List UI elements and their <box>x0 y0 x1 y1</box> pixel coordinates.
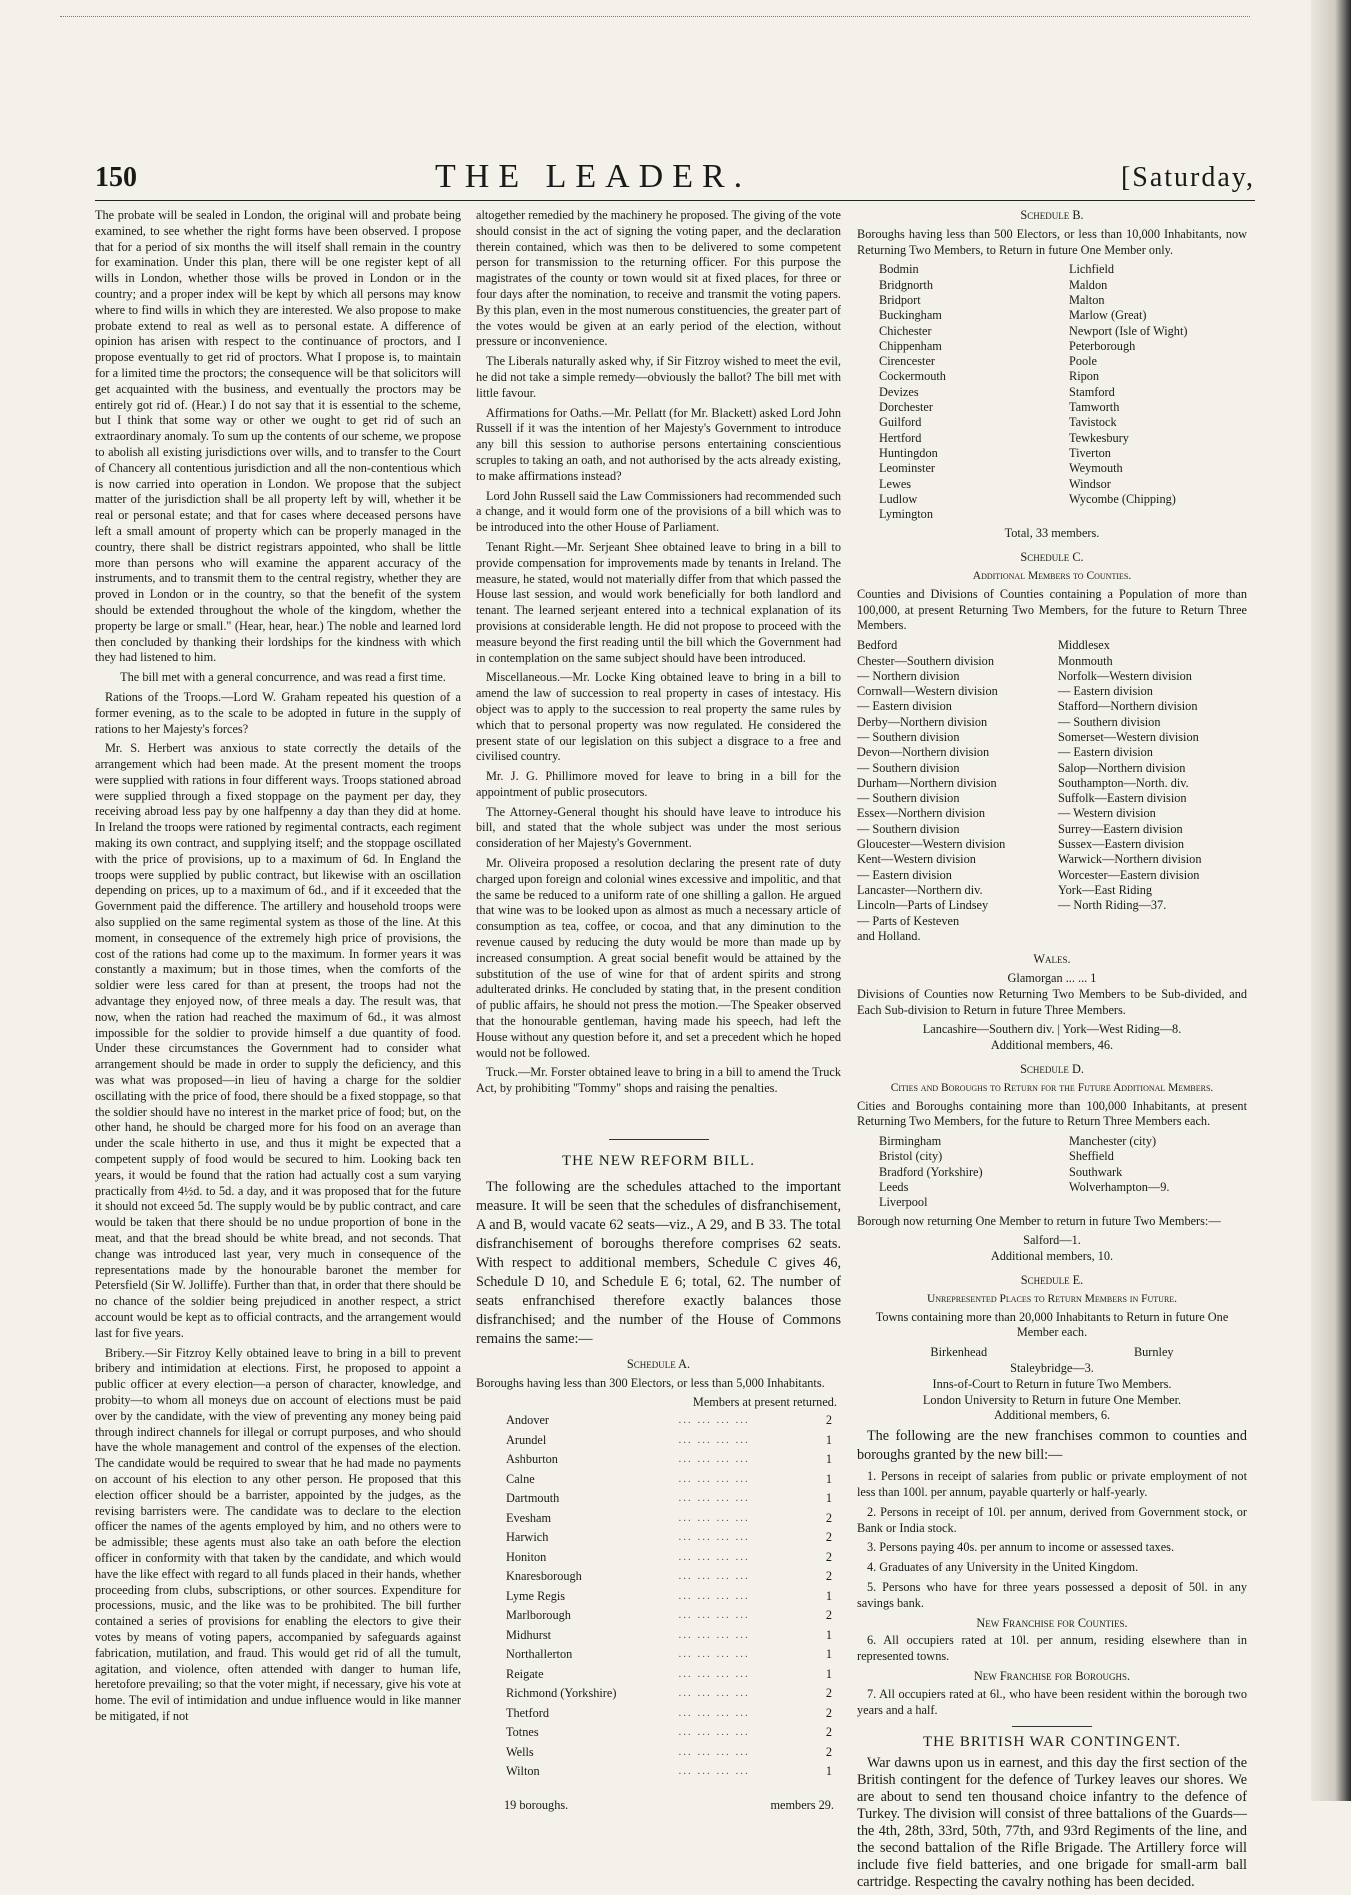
leader-dots: ... ... ... ... <box>678 1706 750 1719</box>
list-item: Wolverhampton—9. <box>1069 1180 1170 1195</box>
members-count: 2 <box>825 1510 832 1525</box>
members-count: 2 <box>825 1530 832 1545</box>
list-item: Salop—Northern division <box>1058 760 1186 775</box>
schedule-a-total <box>504 1798 834 1814</box>
schedule-c-list <box>857 638 1247 944</box>
paragraph: Mr. J. G. Phillimore moved for leave to bring in a bill for the appointment of public prosecutors. <box>476 769 841 799</box>
table-row <box>504 1743 834 1763</box>
table-row <box>504 1645 834 1665</box>
borough-name: Evesham <box>506 1510 552 1525</box>
leader-dots: ... ... ... ... <box>678 1589 750 1602</box>
list-item: Cornwall—Western division <box>857 684 998 699</box>
schedule-b-total: Total, 33 members. <box>1004 526 1100 541</box>
list-item: — Eastern division <box>857 867 952 882</box>
borough-name: Lyme Regis <box>506 1588 566 1603</box>
list-item: Ripon <box>1069 369 1100 384</box>
list-item: Worcester—Eastern division <box>1058 867 1200 882</box>
leader-dots: ... ... ... ... <box>678 1492 750 1505</box>
list-item: Gloucester—Western division <box>857 837 1006 852</box>
members-count: 1 <box>825 1588 832 1603</box>
masthead <box>95 158 1255 202</box>
leader-dots: ... ... ... ... <box>678 1745 750 1758</box>
table-row <box>504 1606 834 1626</box>
total-members: members 29. <box>770 1797 834 1812</box>
section-rule <box>609 1139 709 1140</box>
borough-name: Totnes <box>506 1725 539 1740</box>
franchise-items <box>857 1469 1247 1611</box>
table-row <box>504 1450 834 1470</box>
list-item: Somerset—Western division <box>1058 730 1199 744</box>
list-item: Norfolk—Western division <box>1058 668 1192 683</box>
borough-name: Dartmouth <box>506 1491 560 1506</box>
franchise-item: 5. Persons who have for three years possessed a deposit of 50l. in any savings bank. <box>857 1579 1247 1610</box>
members-count: 1 <box>825 1471 832 1486</box>
list-item: Durham—Northern division <box>857 775 997 790</box>
salford-line: Salford—1. <box>1023 1233 1081 1248</box>
list-item: Tiverton <box>1069 445 1111 460</box>
schedule-d-note: Borough now returning One Member to return in future Two Members:— <box>857 1213 1221 1228</box>
schedule-d-description: Cities and Boroughs containing more than 100,000 Inhabitants, at present Returning Two Members, for the future to Return Three Members each. <box>857 1098 1247 1129</box>
schedule-d-subheading: Cities and Boroughs to Return for the Future Additional Members. <box>890 1081 1214 1094</box>
leader-dots: ... ... ... ... <box>678 1433 750 1446</box>
franchise-item: 2. Persons in receipt of 10l. per annum, derived from Government stock, or Bank or India stock. <box>857 1504 1247 1535</box>
borough-name: Arundel <box>506 1432 547 1447</box>
list-item: Bristol (city) <box>879 1149 943 1164</box>
page-number: 150 <box>95 162 137 193</box>
members-count: 2 <box>825 1569 832 1584</box>
divided-line: Lancashire—Southern div. | York—West Riding—8. <box>922 1022 1182 1037</box>
schedule-c-right <box>1058 638 1247 944</box>
town-birkenhead: Birkenhead <box>930 1345 988 1360</box>
list-item: Tewkesbury <box>1069 430 1129 445</box>
members-count: 1 <box>825 1432 832 1447</box>
inns-of-court: Inns-of-Court to Return in future Two Members. <box>932 1376 1172 1391</box>
list-item: Buckingham <box>879 308 942 323</box>
leader-dots: ... ... ... ... <box>678 1648 750 1661</box>
list-item: — Western division <box>1058 806 1156 821</box>
town-burnley: Burnley <box>1133 1345 1174 1360</box>
borough-name: Harwich <box>506 1530 549 1545</box>
schedule-a-table <box>504 1411 834 1782</box>
list-item: Poole <box>1069 354 1098 369</box>
table-row <box>504 1528 834 1548</box>
borough-name: Reigate <box>506 1666 544 1681</box>
list-item: — Eastern division <box>1058 745 1153 760</box>
top-rule <box>60 10 1250 17</box>
list-item: Bridport <box>879 292 921 307</box>
list-item: Lewes <box>879 476 912 491</box>
members-count: 2 <box>825 1744 832 1759</box>
list-item: Bridgnorth <box>879 277 933 292</box>
schedule-b-left <box>879 262 1057 522</box>
table-row <box>504 1723 834 1743</box>
contingent-title: THE BRITISH WAR CONTINGENT. <box>922 1734 1182 1751</box>
column-2 <box>476 208 841 1814</box>
leader-dots: ... ... ... ... <box>678 1765 750 1778</box>
list-item: Malton <box>1069 292 1105 307</box>
list-item: Lymington <box>879 507 933 522</box>
list-item: Birmingham <box>879 1134 942 1149</box>
borough-name: Thetford <box>506 1705 550 1720</box>
list-item: Warwick—Northern division <box>1058 852 1202 867</box>
list-item: Hertford <box>879 430 922 445</box>
list-item: — Southern division <box>857 760 960 775</box>
total-boroughs: 19 boroughs. <box>504 1797 569 1812</box>
paragraph: Affirmations for Oaths.—Mr. Pellatt (for Mr. Blackett) asked Lord John Russell if it was the intention of her Majesty's Government to introduce any bill this session to authorise persons entertaining conscientious scruples to taking an oath, and not authorised by the acts already existing, to make affirmations instead? <box>476 405 841 483</box>
list-item: Leominster <box>879 461 936 476</box>
list-item: Guilford <box>879 415 922 430</box>
borough-name: Marlborough <box>506 1608 571 1623</box>
wales-heading: Wales. <box>1033 952 1071 967</box>
leader-dots: ... ... ... ... <box>678 1628 750 1641</box>
schedule-e-description: Towns containing more than 20,000 Inhabitants to Return in future One Member each. <box>875 1309 1229 1340</box>
leader-dots: ... ... ... ... <box>678 1609 750 1622</box>
list-item: Monmouth <box>1058 653 1113 668</box>
members-count: 2 <box>825 1413 832 1428</box>
list-item: Tavistock <box>1069 415 1117 430</box>
paragraph: Rations of the Troops.—Lord W. Graham repeated his question of a former evening, as to the scale to be adopted in future in the supply of rations to her Majesty's forces? <box>95 689 461 736</box>
list-item: Huntingdon <box>879 445 938 460</box>
franchise-item: 1. Persons in receipt of salaries from public or private employment of not less than 100l. per annum, payable quarterly or half-yearly. <box>857 1469 1247 1499</box>
list-item: Sheffield <box>1069 1149 1114 1164</box>
paragraph: The Attorney-General thought his should have leave to introduce his bill, and stated that the whole subject was under the most serious consideration of her Majesty's Government. <box>476 804 841 851</box>
paragraph: Truck.—Mr. Forster obtained leave to bring in a bill to amend the Truck Act, by prohibiting "Tommy" shops and raising the penalties. <box>476 1065 841 1096</box>
schedule-c-subheading: Additional Members to Counties. <box>972 570 1132 583</box>
leader-dots: ... ... ... ... <box>678 1453 750 1466</box>
list-item: and Holland. <box>857 928 921 943</box>
list-item: Wycombe (Chipping) <box>1069 491 1176 506</box>
list-item: Manchester (city) <box>1069 1134 1157 1149</box>
schedule-c-description: Counties and Divisions of Counties containing a Population of more than 100,000, at present Returning Two Members, for the future to Return Three Members. <box>857 586 1247 633</box>
town-staleybridge: Staleybridge—3. <box>1010 1360 1094 1375</box>
table-row <box>504 1587 834 1607</box>
members-count: 1 <box>825 1647 832 1662</box>
list-item: Stafford—Northern division <box>1058 699 1198 714</box>
borough-name: Northallerton <box>506 1647 573 1662</box>
list-item: Cockermouth <box>879 369 946 384</box>
list-item: Weymouth <box>1069 461 1123 476</box>
paragraph: Miscellaneous.—Mr. Locke King obtained leave to bring in a bill to amend the law of succession to real property in cases of intestacy. His object was to apply to the succession to real property the same rules by which that to personal property was now regulated. He considered the present state of our legislation on this subject a disgrace to a free and civilised country. <box>476 670 841 764</box>
list-item: Lincoln—Parts of Lindsey <box>857 898 989 913</box>
paragraph: altogether remedied by the machinery he proposed. The giving of the vote should consist in the act of signing the voting paper, and the declaration therein contained, which was then to be delivered to some competent person for transmission to the returning officer. For this purpose the magistrates of the county or town would sit at fixed places, for three or four days after the nomination, to receive and transmit the voting papers. By this plan, even in the most numerous constituencies, the greater part of the votes would be given at an early period of the election, without pressure or inconvenience. <box>476 208 841 349</box>
borough-name: Knaresborough <box>506 1569 582 1584</box>
table-row <box>504 1704 834 1724</box>
members-count: 1 <box>825 1666 832 1681</box>
leader-dots: ... ... ... ... <box>678 1414 750 1427</box>
schedule-e-heading: Schedule E. <box>1020 1273 1084 1287</box>
schedule-a-heading: Schedule A. <box>626 1356 691 1371</box>
header-rule <box>95 200 1255 201</box>
list-item: — North Riding—37. <box>1058 898 1167 913</box>
borough-name: Wilton <box>506 1764 540 1779</box>
schedule-d-heading: Schedule D. <box>1020 1061 1084 1076</box>
newspaper-title: THE LEADER. <box>435 158 752 195</box>
list-item: — Northern division <box>857 668 960 683</box>
list-item: Chippenham <box>879 338 942 353</box>
schedule-b-list <box>857 262 1247 522</box>
list-item: Southwark <box>1069 1164 1123 1179</box>
members-count: 1 <box>825 1452 832 1467</box>
schedule-d-left <box>879 1134 1057 1210</box>
leader-dots: ... ... ... ... <box>678 1511 750 1524</box>
members-count: 2 <box>825 1608 832 1623</box>
column-3 <box>857 208 1247 1895</box>
list-item: Chichester <box>879 323 932 338</box>
list-item: Dorchester <box>879 400 933 415</box>
london-university: London University to Return in future One Member. <box>922 1392 1182 1407</box>
list-item: Essex—Northern division <box>857 806 986 821</box>
paragraph: Tenant Right.—Mr. Serjeant Shee obtained leave to bring in a bill to provide compensation for improvements made by tenants in Ireland. The measure, he stated, would not materially differ from that which passed the House last session, and would work beneficially for both landlord and tenant. The learned serjeant entered into a technical explanation of its provisions at considerable length. He did not propose to proceed with the measure beyond the first reading until the bill which the Government had in contemplation on the same subject should have been introduced. <box>476 539 841 665</box>
paragraph: Mr. S. Herbert was anxious to state correctly the details of the arrangement which had been made. At the present moment the troops were supplied with rations in four different ways. Troops stationed abroad were supplied through a fixed stoppage on the payment per day, they receiving abroad less pay by one halfpenny a day than they did at home. In Ireland the troops were rationed by regimental contracts, each regiment making its own contract, and supplying itself; and the stoppage oscillated with the price of provisions, up to a maximum of 6d. In England the troops were supplied by public contract, but likewise with an oscillation depending on prices, up to a maximum of 6d., and if it exceeded that the Government paid the difference. The artillery and household troops were also supplied on the same regimental system as those of the line. At this moment, in consequence of the extremely high price of provisions, the cost of the rations had come up to the maximum. In former years it was constantly a maximum; but in those times, when the comforts of the soldier were less cared for than at present, the troops had not the advantage they enjoyed now, of three meals a day. The result was, that now, when the ration had reached the maximum of 6d., it was almost impossible for the soldier to provide himself a due quantity of food. Under these circumstances the Government had to consider what arrangement should be made in order to supply the deficiency, and this was what was proposed—in lieu of having a charge for the soldier oscillating with the price of food, there should be a fixed stoppage, so that the soldier should have no interest in the market price of food; but, on the other hand, he should be charged more for his food on an average than under the scale hitherto in use, and thus it might be expected that a competent supply of food would be secured to him. Looking back ten years, it would be found that the ration had actually cost a sum varying practically from 4½d. to 5d. a day, and it was proposed that for the future it should not exceed 5d. The supply would be by public contract, and care would be taken that there should be no undue proportion of bone in the meat, and that the bread should be white bread, and not seconds. That change was introduced last year, very much in consequence of the representations made by the honourable baronet the member for Petersfield (Sir W. Jolliffe). Further than that, in order that there should be no chance of the soldier being prejudiced in another respect, a strict account would be kept as to official contracts, and the arrangement would last for five years. <box>95 741 461 1340</box>
list-item: Bodmin <box>879 262 919 277</box>
list-item: — Parts of Kesteven <box>857 913 960 928</box>
paragraph: Mr. Oliveira proposed a resolution declaring the present rate of duty charged upon foreign and colonial wines excessive and impolitic, and that the same be reduced to a uniform rate of one shilling a gallon. He argued that wine was to be looked upon as almost as much a necessary article of consumption as tea, coffee, or cocoa, and that any diminution to the revenue caused by reducing the duty would be more than made up by increased consumption. A great social benefit would be attained by the substitution of the use of wine for that of ardent spirits and strong adulterated drinks. He concluded by stating that, in the present condition of public affairs, he should not press the motion.—The Speaker observed that the honourable gentleman, having made his speech, had left the House without any question before it, and set a precedent which he hoped would not be followed. <box>476 856 841 1060</box>
schedule-b-heading: Schedule B. <box>1020 208 1084 222</box>
borough-name: Richmond (Yorkshire) <box>506 1686 617 1701</box>
leader-dots: ... ... ... ... <box>678 1550 750 1563</box>
list-item: Chester—Southern division <box>857 653 994 668</box>
contingent-text: War dawns upon us in earnest, and this day the first section of the British contingent for the defence of Turkey leaves our shores. We are about to send ten thousand choice infantry to the defence of Turkey. The division will consist of three battalions of the Guards—the 4th, 28th, 33rd, 50th, 77th, and 93rd Regiments of the line, and the second battalion of the Rifle Brigade. The Artillery force will include five field batteries, and one brigade for small-arm ball cartridge. Respecting the cavalry nothing has been decided. <box>857 1755 1247 1891</box>
borough-name: Ashburton <box>506 1452 558 1467</box>
members-count: 2 <box>825 1686 832 1701</box>
list-item: York—East Riding <box>1058 882 1153 897</box>
members-count: 1 <box>825 1491 832 1506</box>
list-item: Liverpool <box>879 1195 928 1210</box>
list-item: Marlow (Great) <box>1069 308 1147 323</box>
list-item: Middlesex <box>1058 638 1110 653</box>
divided-note: Divisions of Counties now Returning Two Members to be Sub-divided, and Each Sub-division to Return in future Three Members. <box>857 986 1247 1017</box>
list-item: Cirencester <box>879 354 935 369</box>
schedule-d-right <box>1069 1134 1247 1210</box>
borough-franchise-heading: New Franchise for Boroughs. <box>973 1668 1131 1683</box>
list-item: Tamworth <box>1069 400 1120 415</box>
schedule-e-towns <box>857 1345 1247 1361</box>
list-item: — Southern division <box>857 791 960 806</box>
list-item: — Eastern division <box>1058 684 1153 699</box>
table-row <box>504 1762 834 1782</box>
table-row <box>504 1470 834 1490</box>
franchises-intro: The following are the new franchises common to counties and boroughs granted by the new bill:— <box>857 1428 1247 1464</box>
paragraph: Bribery.—Sir Fitzroy Kelly obtained leave to bring in a bill to prevent bribery and intimidation at elections. First, he proposed to appoint a public officer at every election—a person of character, knowledge, and probity—to whom all moneys due on account of elections must be paid over by the candidate, with the view of preventing any money being paid through indirect channels for illegal or corrupt purposes, and who should have the whole management and control of the expenses of the election. The candidate would be required to swear that he had made no payments on account of his election to any other person. He proposed that this election officer should be a barrister, appointed by the judges, as the revising barristers were. The candidate was to declare to the election officer the names of the agents employed by him, and no others were to be admissible; these agents must also take an oath before the election officer in conformity with that taken by the candidate, and which would have the like effect with regard to all funds placed in their hands, whether proceeding from clubs, subscriptions, or other sources. Expenditure for processions, music, and the like was to be prohibited. The bill further contained a series of provisions for enabling the electors to give their votes by means of voting papers, accompanied by safeguards against fabrication, mutilation, and fraud. This would get rid of all the tumult, agitation, and violence, often attended with danger to human life, heretofore prevailing; so that the voter might, if necessary, give his vote at home. The evil of intimidation and undue influence would in like manner be mitigated, if not <box>95 1345 461 1723</box>
list-item: Derby—Northern division <box>857 714 988 729</box>
leader-dots: ... ... ... ... <box>678 1726 750 1739</box>
table-row <box>504 1509 834 1529</box>
list-item: Ludlow <box>879 491 918 506</box>
schedule-b-description: Boroughs having less than 500 Electors, or less than 10,000 Inhabitants, now Returning Two Members, to Return in future One Member only. <box>857 226 1247 257</box>
borough-name: Midhurst <box>506 1627 552 1642</box>
paragraph: The probate will be sealed in London, the original will and probate being examined, to see whether the right forms have been observed. I propose that for a period of six months the will itself shall remain in the country for examination. Under this plan, there will be one register kept of all wills in London, whether those wills be proved in London or in the country; and a proper index will be kept by which all persons may know where to find wills in which they are interested. We also propose to make probate extend to real as well as to personal estate. A difference of opinion has arisen with respect to the continuance of proctors, and I propose eventually to get rid of proctors. What I propose is, to maintain for a limited time the proctors; the consequence will be that solicitors will get acquainted with the business, and eventually the proctors may be entirely got rid of. (Hear.) I do not say that it is essential to the scheme, but I think that some way or other we ought to get rid of such an extraordinary anomaly. To sum up the contents of our scheme, we propose to abolish all existing jurisdictions over wills, and to transfer to the Court of Chancery all contentious jurisdiction and all the non-contentious which is now carried into operation in London. We propose that the subject matter of the jurisdiction shall be all property left by will, whether it be real or personal estate; and that for cases where deceased persons have left a small amount of property which can be properly managed in the country, there shall be district registrars appointed, who shall be little more than persons who will examine the apparent accuracy of the instruments, and to transmit them to the central registry, whether they are proved in London or in the country, so that the benefit of the system should be extended throughout the whole of the kingdom, whether the property be large or small." (Hear, hear, hear.) The noble and learned lord then concluded by thanking their lordships for the kindness with which they had listened to him. <box>95 208 461 665</box>
borough-name: Andover <box>506 1413 550 1428</box>
paragraph: The bill met with a general concurrence, and was read a first time. <box>120 670 446 685</box>
franchise-item: 4. Graduates of any University in the United Kingdom. <box>867 1560 1139 1575</box>
list-item: Southampton—North. div. <box>1058 775 1189 790</box>
borough-name: Honiton <box>506 1549 547 1564</box>
paragraph: The Liberals naturally asked why, if Sir Fitzroy wished to meet the evil, he did not take a simple remedy—obviously the ballot? The bill met with little favour. <box>476 354 841 400</box>
leader-dots: ... ... ... ... <box>678 1570 750 1583</box>
leader-dots: ... ... ... ... <box>678 1531 750 1544</box>
members-count: 1 <box>825 1764 832 1779</box>
members-count: 2 <box>825 1725 832 1740</box>
list-item: Newport (Isle of Wight) <box>1069 323 1188 338</box>
list-item: Bedford <box>857 638 898 653</box>
list-item: — Southern division <box>857 821 960 836</box>
table-row <box>504 1411 834 1431</box>
schedule-e-subheading: Unrepresented Places to Return Members in Future. <box>926 1292 1178 1305</box>
schedule-c-left <box>857 638 1046 944</box>
list-item: Leeds <box>879 1180 909 1195</box>
table-row <box>504 1548 834 1568</box>
table-row <box>504 1431 834 1451</box>
wales-line: Glamorgan ... ... 1 <box>1007 970 1097 985</box>
list-item: Surrey—Eastern division <box>1058 821 1183 836</box>
page-edge <box>1311 0 1351 1801</box>
list-item: Lancaster—Northern div. <box>857 882 983 897</box>
list-item: Maldon <box>1069 277 1108 292</box>
schedule-d-additional: Additional members, 10. <box>990 1249 1114 1264</box>
table-row <box>504 1489 834 1509</box>
list-item: Devon—Northern division <box>857 745 990 760</box>
list-item: Kent—Western division <box>857 852 976 867</box>
schedule-c-heading: Schedule C. <box>1020 550 1084 565</box>
schedule-d-list <box>857 1134 1247 1210</box>
list-item: Suffolk—Eastern division <box>1058 791 1187 806</box>
schedule-c-additional: Additional members, 46. <box>990 1038 1114 1053</box>
leader-dots: ... ... ... ... <box>678 1472 750 1485</box>
members-count: 1 <box>825 1627 832 1642</box>
paragraph: Lord John Russell said the Law Commissioners had recommended such a change, and it would form one of the provisions of a bill which was to be introduced into the other House of Parliament. <box>476 488 841 535</box>
county-franchise-heading: New Franchise for Counties. <box>976 1615 1128 1630</box>
table-row <box>504 1684 834 1704</box>
members-count: 2 <box>825 1549 832 1564</box>
table-row <box>504 1626 834 1646</box>
column-1 <box>95 208 461 1729</box>
reform-intro: The following are the schedules attached to the important measure. It will be seen that the schedules of disfranchisement, A and B, would vacate 62 seats—viz., A 29, and B 33. The total disfranchisement of boroughs therefore comprises 62 seats. With respect to additional members, Schedule C gives 46, Schedule D 10, and Schedule E 6; total, 62. The number of seats enfranchised therefore exactly balances those disfranchised; and the number of the House of Commons remains the same:— <box>476 1178 841 1347</box>
table-row <box>504 1567 834 1587</box>
section-rule <box>1012 1726 1092 1727</box>
schedule-a-column-header: Members at present returned. <box>692 1395 837 1410</box>
list-item: Devizes <box>879 384 919 399</box>
list-item: — Southern division <box>857 730 960 744</box>
schedule-b-right <box>1069 262 1247 522</box>
list-item: — Eastern division <box>857 699 952 714</box>
issue-day: [Saturday, <box>1120 162 1255 193</box>
list-item: Peterborough <box>1069 338 1136 353</box>
borough-franchise-item: 7. All occupiers rated at 6l., who have been resident within the borough two years and a half. <box>857 1686 1247 1717</box>
list-item: Sussex—Eastern division <box>1058 837 1185 852</box>
list-item: Bradford (Yorkshire) <box>879 1164 983 1179</box>
borough-name: Wells <box>506 1744 534 1759</box>
borough-name: Calne <box>506 1471 535 1486</box>
list-item: Lichfield <box>1069 262 1115 277</box>
section-title: THE NEW REFORM BILL. <box>561 1153 756 1170</box>
members-count: 2 <box>825 1705 832 1720</box>
leader-dots: ... ... ... ... <box>678 1667 750 1680</box>
list-item: Windsor <box>1069 476 1111 491</box>
leader-dots: ... ... ... ... <box>678 1687 750 1700</box>
county-franchise-item: 6. All occupiers rated at 10l. per annum, residing elsewhere than in represented towns. <box>857 1633 1247 1664</box>
franchise-item: 3. Persons paying 40s. per annum to income or assessed taxes. <box>867 1540 1175 1555</box>
schedule-e-additional: Additional members, 6. <box>993 1408 1111 1423</box>
schedule-a-description: Boroughs having less than 300 Electors, or less than 5,000 Inhabitants. <box>476 1375 825 1390</box>
table-row <box>504 1665 834 1685</box>
list-item: — Southern division <box>1058 714 1161 729</box>
list-item: Stamford <box>1069 384 1115 399</box>
